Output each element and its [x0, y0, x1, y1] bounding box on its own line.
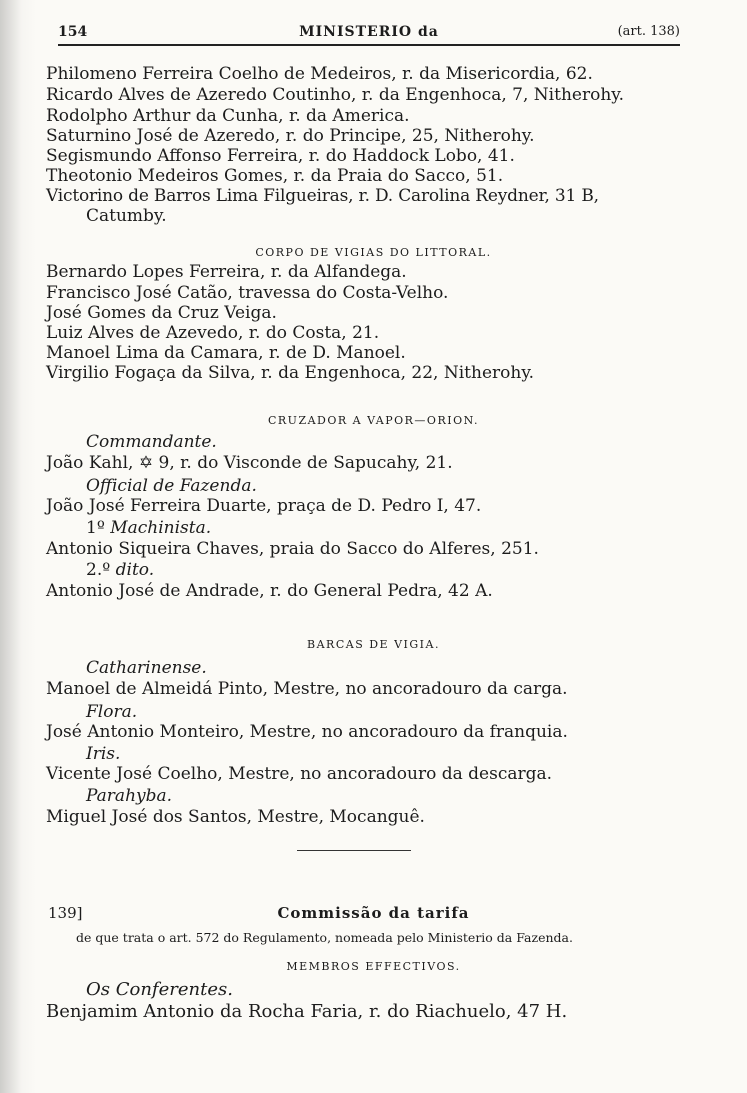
role-label-row	[86, 560, 154, 580]
list-item: Antonio Siqueira Chaves, praia do Sacco do Alferes, 251.	[46, 539, 539, 559]
list-item: Theotonio Medeiros Gomes, r. da Praia do Sacco, 51.	[46, 166, 504, 186]
running-header	[58, 24, 680, 46]
list-item: Antonio José de Andrade, r. do General Pedra, 42 A.	[46, 581, 493, 601]
role-ordinal: 2.º	[86, 560, 111, 580]
section-heading-membros: MEMBROS EFFECTIVOS.	[286, 960, 461, 973]
list-item: Saturnino José de Azeredo, r. do Principe, 25, Nitherohy.	[46, 126, 535, 146]
list-item: Virgilio Fogaça da Silva, r. da Engenhoca, 22, Nitherohy.	[46, 363, 535, 383]
boat-name: Flora.	[86, 702, 138, 722]
list-item: Francisco José Catão, travessa do Costa-Velho.	[46, 283, 449, 303]
list-item: Miguel José dos Santos, Mestre, Mocanguê.	[46, 807, 425, 827]
role-label: Commandante.	[86, 432, 217, 452]
list-item: Ricardo Alves de Azeredo Coutinho, r. da Engenhoca, 7, Nitherohy.	[46, 85, 625, 105]
commission-description: de que trata o art. 572 do Regulamento, nomeada pelo Ministerio da Fazenda.	[76, 930, 573, 945]
page-number: 154	[58, 24, 88, 40]
section-heading-corpo: CORPO DE VIGIAS DO LITTORAL.	[255, 246, 492, 259]
list-item: Rodolpho Arthur da Cunha, r. da America.	[46, 106, 410, 126]
list-item: José Antonio Monteiro, Mestre, no ancoradouro da franquia.	[46, 722, 568, 742]
role-label: dito.	[115, 560, 155, 580]
list-item: João José Ferreira Duarte, praça de D. Pedro I, 47.	[46, 496, 482, 516]
role-label-row	[86, 518, 211, 538]
list-item: Manoel de Almeidá Pinto, Mestre, no ancoradouro da carga.	[46, 679, 568, 699]
boat-name: Catharinense.	[86, 658, 207, 678]
list-item: Victorino de Barros Lima Filgueiras, r. D. Carolina Reydner, 31 B,	[46, 186, 599, 206]
list-item: Bernardo Lopes Ferreira, r. da Alfandega.	[46, 262, 407, 282]
section-divider	[297, 850, 411, 851]
list-item: João Kahl, ✡ 9, r. do Visconde de Sapucahy, 21.	[46, 453, 453, 473]
page-gutter-shadow	[0, 0, 36, 1093]
list-item: Luiz Alves de Azevedo, r. do Costa, 21.	[46, 323, 380, 343]
role-ordinal: 1º	[86, 518, 105, 538]
commission-title: Commissão da tarifa	[277, 904, 470, 922]
boat-name: Parahyba.	[86, 786, 173, 806]
role-label: Os Conferentes.	[86, 979, 233, 1000]
section-heading-cruzador: CRUZADOR A VAPOR—ORION.	[267, 414, 480, 427]
list-item: Vicente José Coelho, Mestre, no ancoradouro da descarga.	[46, 764, 553, 784]
list-item: Segismundo Affonso Ferreira, r. do Haddock Lobo, 41.	[46, 146, 515, 166]
list-item: José Gomes da Cruz Veiga.	[46, 303, 277, 323]
list-item: Benjamim Antonio da Rocha Faria, r. do Riachuelo, 47 H.	[46, 1001, 568, 1022]
header-title: MINISTERIO da	[299, 24, 439, 40]
article-number: 139]	[48, 904, 83, 922]
boat-name: Iris.	[86, 744, 121, 764]
list-item: Manoel Lima da Camara, r. de D. Manoel.	[46, 343, 406, 363]
role-label: Machinista.	[110, 518, 212, 538]
list-item: Philomeno Ferreira Coelho de Medeiros, r. da Misericordia, 62.	[46, 64, 593, 84]
header-article: (art. 138)	[617, 24, 680, 39]
list-item-continuation: Catumby.	[86, 206, 167, 226]
role-label: Official de Fazenda.	[86, 476, 257, 496]
section-heading-barcas: BARCAS DE VIGIA.	[307, 638, 440, 651]
